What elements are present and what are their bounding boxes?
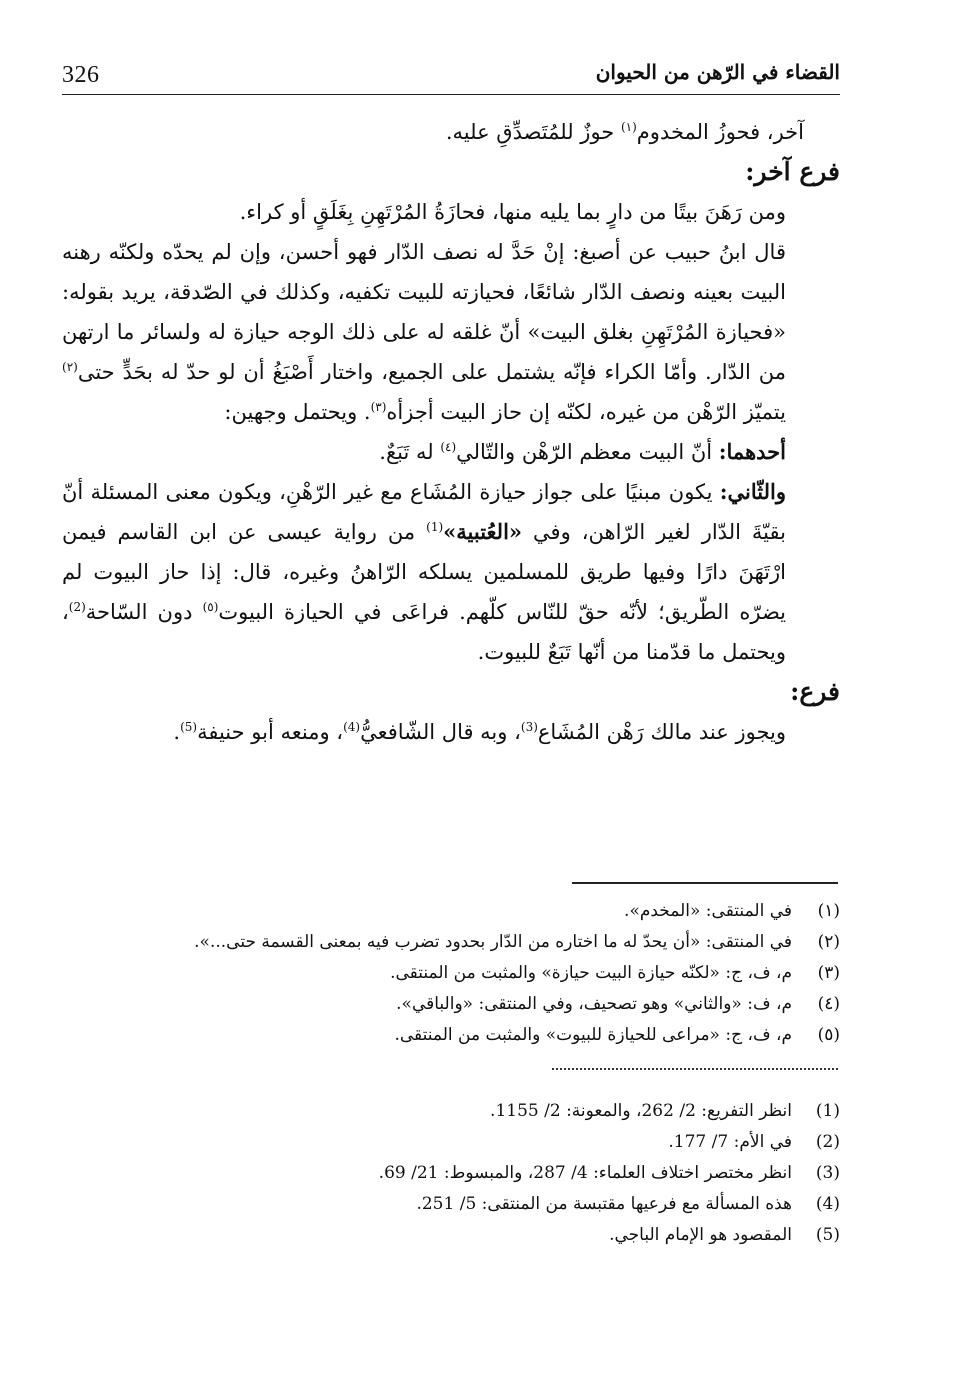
footnote-ref: (٤) (440, 440, 457, 454)
footnote-item: (٢) في المنتقى: «أن يحدّ له ما اختاره من الدّار بحدود تضرب فيه بمعنى القسمة حتى...». (194, 932, 840, 952)
footnote-item: (5) المقصود هو الإمام الباجي. (609, 1225, 840, 1245)
footnote-item: (٥) م، ف، ج: «مراعى للحيازة للبيوت» والمثبت من المنتقى. (394, 1025, 840, 1045)
paragraph-4: أحدهما: أنّ البيت معظم الرّهْن والتّالي$^{(٤)}$ له تَبَعٌ. (379, 439, 786, 464)
footnote-item: (1) انظر التفريع: 2/ 262، والمعونة: 2/ 1155. (490, 1101, 840, 1121)
paragraph-5: والثّاني: يكون مبنيًا على جواز حيازة المُشَاع مع غير الرّهْنِ، ويكون معنى المسئلة أنّ بقيّةَ الدّار لغير الرّاهن، وفي «العُتبية»$^{(1)}$ من رواية عيسى عن ابن القاسم فيمن ارْتَهَنَ دارًا وفيها طريق للمسلمين يسلكه الرّاهنُ وغيره، قال: إذا حاز البيوت لم يضرّه الطّريق؛ لأنّه حقّ للنّاس كلّهم. فراعَى في الحيازة البيوت$^{(٥)}$ دون السّاحة$^{(2)}$، ويحتمل ما قدّمنا من أنّها تَبَعٌ للبيوت. (62, 479, 786, 664)
footnote-ref: (٥) (202, 600, 219, 614)
section-heading-2: فرع: (790, 677, 840, 706)
page-header (62, 58, 840, 95)
footnote-dotted-separator (552, 1068, 838, 1070)
paragraph-1: آخر، فحوزُ المخدوم$^{(١)}$ حوزٌ للمُتَصدِّقِ عليه. (445, 120, 804, 144)
footnote-ref: (٣) (370, 400, 387, 414)
footnote-item: (2) في الأم: 7/ 177. (668, 1132, 840, 1152)
source-footnotes (120, 1096, 840, 1251)
footnote-ref: (3) (520, 720, 538, 734)
paragraph-3: قال ابنُ حبيب عن أصبغ: إنْ حَدَّ له نصف الدّار فهو أحسن، وإن لم يحدّه ولكنّه رهنه البيت بعينه ونصف الدّار شائعًا، فحيازته للبيت تكفيه، وكذلك في الصّدقة، يريد بقوله: «فحيازة المُرْتَهِنِ بغلق البيت» أنّ غلقه له على ذلك الوجه حيازة له ولسائر ما ارتهن من الدّار. وأمّا الكراء فإنّه يشتمل على الجميع، واختار أَصْبَغُ أن لو حدّ له بحَدٍّ حتى$^{(٢)}$ يتميّز الرّهْن من غيره، لكنّه إن حاز البيت أجزأه$^{(٣)}$. ويحتمل وجهين: (62, 240, 786, 424)
footnote-ref: (٢) (62, 360, 78, 374)
footnote-item: (4) هذه المسألة مع فرعيها مقتبسة من المنتقى: 5/ 251. (416, 1194, 840, 1214)
paragraph-2: ومن رَهَنَ بيتًا من دارٍ بما يليه منها، فحازَةُ المُرْتَهِنِ بِغَلَقٍ أو كراء. (239, 200, 786, 224)
variant-footnotes (120, 896, 840, 1051)
footnote-item: (3) انظر مختصر اختلاف العلماء: 4/ 287، والمبسوط: 21/ 69. (378, 1163, 840, 1183)
footnote-ref: (1) (426, 520, 444, 534)
paragraph-6: ويجوز عند مالك رَهْن المُشَاع$^{(3)}$، وبه قال الشّافعيُّ$^{(4)}$، ومنعه أبو حنيفة$^{(5)}$. (173, 720, 786, 744)
footnote-ref: (2) (68, 600, 86, 614)
section-heading-1: فرع آخر: (745, 157, 840, 186)
footnote-item: (٤) م، ف: «والثاني» وهو تصحيف، وفي المنتقى: «والباقي». (396, 994, 840, 1014)
footnote-ref: (١) (620, 120, 637, 134)
footnote-ref: (4) (343, 720, 361, 734)
main-text (62, 112, 840, 752)
footnote-item: (٣) م، ف، ج: «لكنّه حيازة البيت حيازة» والمثبت من المنتقى. (390, 963, 840, 983)
footnote-separator (572, 882, 838, 884)
footnote-ref: (5) (180, 720, 198, 734)
footnote-item: (١) في المنتقى: «المخدم». (624, 901, 840, 921)
running-title: القضاء في الرّهن من الحيوان (595, 60, 840, 84)
page-number: 326 (62, 62, 100, 88)
